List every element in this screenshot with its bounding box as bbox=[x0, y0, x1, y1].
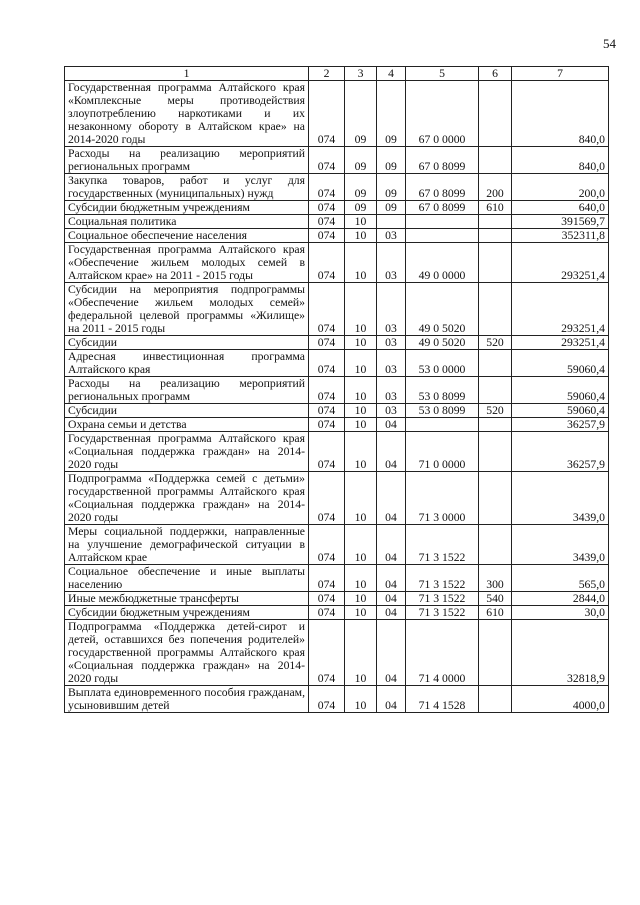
amount: 32818,9 bbox=[512, 620, 609, 686]
column-number: 7 bbox=[512, 67, 609, 81]
ministry-code: 074 bbox=[309, 215, 345, 229]
subsection-code: 09 bbox=[377, 81, 406, 147]
row-name: Подпрограмма «Поддержка детей-сирот и детей, оставшихся без попечения родителей» государственной программы Алтайского края «Социальная поддержка граждан» на 2014-2020 годы bbox=[65, 620, 309, 686]
table-row bbox=[65, 404, 609, 418]
section-code: 10 bbox=[345, 525, 377, 565]
target-article-code: 71 0 0000 bbox=[406, 432, 479, 472]
ministry-code: 074 bbox=[309, 592, 345, 606]
target-article-code: 67 0 8099 bbox=[406, 201, 479, 215]
expense-type-code bbox=[479, 418, 512, 432]
expense-type-code: 520 bbox=[479, 336, 512, 350]
amount: 352311,8 bbox=[512, 229, 609, 243]
row-name: Иные межбюджетные трансферты bbox=[65, 592, 309, 606]
expense-type-code bbox=[479, 215, 512, 229]
table-row bbox=[65, 147, 609, 174]
expense-type-code: 200 bbox=[479, 174, 512, 201]
target-article-code: 49 0 5020 bbox=[406, 336, 479, 350]
section-code: 10 bbox=[345, 592, 377, 606]
target-article-code: 71 4 1528 bbox=[406, 686, 479, 713]
subsection-code: 04 bbox=[377, 525, 406, 565]
target-article-code: 53 0 8099 bbox=[406, 404, 479, 418]
ministry-code: 074 bbox=[309, 147, 345, 174]
amount: 3439,0 bbox=[512, 472, 609, 525]
table-row bbox=[65, 81, 609, 147]
ministry-code: 074 bbox=[309, 201, 345, 215]
section-code: 10 bbox=[345, 336, 377, 350]
row-name: Социальное обеспечение и иные выплаты населению bbox=[65, 565, 309, 592]
table-row bbox=[65, 336, 609, 350]
subsection-code: 04 bbox=[377, 432, 406, 472]
amount: 2844,0 bbox=[512, 592, 609, 606]
ministry-code: 074 bbox=[309, 686, 345, 713]
row-name: Государственная программа Алтайского края «Социальная поддержка граждан» на 2014-2020 годы bbox=[65, 432, 309, 472]
amount: 59060,4 bbox=[512, 404, 609, 418]
target-article-code bbox=[406, 418, 479, 432]
row-name: Субсидии бюджетным учреждениям bbox=[65, 201, 309, 215]
row-name: Расходы на реализацию мероприятий региональных программ bbox=[65, 377, 309, 404]
target-article-code: 53 0 0000 bbox=[406, 350, 479, 377]
row-name: Выплата единовременного пособия гражданам, усыновившим детей bbox=[65, 686, 309, 713]
ministry-code: 074 bbox=[309, 606, 345, 620]
target-article-code: 53 0 8099 bbox=[406, 377, 479, 404]
amount: 200,0 bbox=[512, 174, 609, 201]
target-article-code: 71 3 1522 bbox=[406, 606, 479, 620]
subsection-code: 04 bbox=[377, 472, 406, 525]
table-row bbox=[65, 472, 609, 525]
expense-type-code bbox=[479, 620, 512, 686]
target-article-code: 67 0 8099 bbox=[406, 147, 479, 174]
subsection-code: 04 bbox=[377, 565, 406, 592]
amount: 59060,4 bbox=[512, 377, 609, 404]
row-name: Охрана семьи и детства bbox=[65, 418, 309, 432]
subsection-code: 03 bbox=[377, 350, 406, 377]
ministry-code: 074 bbox=[309, 620, 345, 686]
target-article-code: 49 0 5020 bbox=[406, 283, 479, 336]
section-code: 10 bbox=[345, 472, 377, 525]
ministry-code: 074 bbox=[309, 565, 345, 592]
ministry-code: 074 bbox=[309, 243, 345, 283]
subsection-code: 03 bbox=[377, 283, 406, 336]
column-number: 6 bbox=[479, 67, 512, 81]
expense-type-code bbox=[479, 147, 512, 174]
expense-type-code bbox=[479, 350, 512, 377]
expense-type-code: 520 bbox=[479, 404, 512, 418]
table-row bbox=[65, 606, 609, 620]
amount: 293251,4 bbox=[512, 243, 609, 283]
table-row bbox=[65, 283, 609, 336]
target-article-code: 71 3 1522 bbox=[406, 592, 479, 606]
amount: 59060,4 bbox=[512, 350, 609, 377]
table-row bbox=[65, 418, 609, 432]
expense-type-code bbox=[479, 432, 512, 472]
column-number-row bbox=[65, 67, 609, 81]
target-article-code: 67 0 0000 bbox=[406, 81, 479, 147]
expense-type-code: 540 bbox=[479, 592, 512, 606]
table-row bbox=[65, 377, 609, 404]
row-name: Меры социальной поддержки, направленные на улучшение демографической ситуации в Алтайском крае bbox=[65, 525, 309, 565]
amount: 565,0 bbox=[512, 565, 609, 592]
row-name: Закупка товаров, работ и услуг для государственных (муниципальных) нужд bbox=[65, 174, 309, 201]
subsection-code bbox=[377, 215, 406, 229]
column-number: 3 bbox=[345, 67, 377, 81]
row-name: Расходы на реализацию мероприятий региональных программ bbox=[65, 147, 309, 174]
target-article-code: 71 3 1522 bbox=[406, 565, 479, 592]
section-code: 10 bbox=[345, 350, 377, 377]
expense-type-code bbox=[479, 686, 512, 713]
row-name: Государственная программа Алтайского края «Обеспечение жильем молодых семей в Алтайском крае» на 2011 - 2015 годы bbox=[65, 243, 309, 283]
expense-type-code bbox=[479, 472, 512, 525]
table-row bbox=[65, 215, 609, 229]
amount: 3439,0 bbox=[512, 525, 609, 565]
subsection-code: 09 bbox=[377, 201, 406, 215]
section-code: 10 bbox=[345, 283, 377, 336]
expense-type-code: 610 bbox=[479, 606, 512, 620]
section-code: 10 bbox=[345, 404, 377, 418]
table-row bbox=[65, 201, 609, 215]
budget-table bbox=[64, 66, 609, 713]
section-code: 10 bbox=[345, 686, 377, 713]
section-code: 09 bbox=[345, 147, 377, 174]
target-article-code: 67 0 8099 bbox=[406, 174, 479, 201]
amount: 293251,4 bbox=[512, 336, 609, 350]
subsection-code: 09 bbox=[377, 147, 406, 174]
row-name: Адресная инвестиционная программа Алтайского края bbox=[65, 350, 309, 377]
column-number: 4 bbox=[377, 67, 406, 81]
table-row bbox=[65, 592, 609, 606]
ministry-code: 074 bbox=[309, 81, 345, 147]
ministry-code: 074 bbox=[309, 174, 345, 201]
ministry-code: 074 bbox=[309, 525, 345, 565]
table-row bbox=[65, 229, 609, 243]
expense-type-code bbox=[479, 243, 512, 283]
section-code: 10 bbox=[345, 565, 377, 592]
ministry-code: 074 bbox=[309, 283, 345, 336]
section-code: 10 bbox=[345, 377, 377, 404]
amount: 640,0 bbox=[512, 201, 609, 215]
table-row bbox=[65, 565, 609, 592]
table-row bbox=[65, 620, 609, 686]
subsection-code: 04 bbox=[377, 606, 406, 620]
subsection-code: 03 bbox=[377, 243, 406, 283]
amount: 30,0 bbox=[512, 606, 609, 620]
section-code: 09 bbox=[345, 201, 377, 215]
subsection-code: 03 bbox=[377, 229, 406, 243]
table-row bbox=[65, 686, 609, 713]
ministry-code: 074 bbox=[309, 350, 345, 377]
row-name: Подпрограмма «Поддержка семей с детьми» государственной программы Алтайского края «Социальная поддержка граждан» на 2014-2020 годы bbox=[65, 472, 309, 525]
column-number: 5 bbox=[406, 67, 479, 81]
table-row bbox=[65, 525, 609, 565]
subsection-code: 04 bbox=[377, 418, 406, 432]
subsection-code: 03 bbox=[377, 336, 406, 350]
target-article-code: 71 3 0000 bbox=[406, 472, 479, 525]
ministry-code: 074 bbox=[309, 377, 345, 404]
expense-type-code bbox=[479, 525, 512, 565]
target-article-code: 49 0 0000 bbox=[406, 243, 479, 283]
target-article-code bbox=[406, 229, 479, 243]
ministry-code: 074 bbox=[309, 472, 345, 525]
row-name: Субсидии bbox=[65, 404, 309, 418]
subsection-code: 04 bbox=[377, 686, 406, 713]
page-number: 54 bbox=[603, 36, 616, 51]
target-article-code: 71 4 0000 bbox=[406, 620, 479, 686]
expense-type-code: 300 bbox=[479, 565, 512, 592]
section-code: 09 bbox=[345, 81, 377, 147]
row-name: Субсидии на мероприятия подпрограммы «Обеспечение жильем молодых семей» федеральной целевой программы «Жилище» на 2011 - 2015 годы bbox=[65, 283, 309, 336]
section-code: 10 bbox=[345, 229, 377, 243]
amount: 840,0 bbox=[512, 81, 609, 147]
section-code: 10 bbox=[345, 215, 377, 229]
ministry-code: 074 bbox=[309, 432, 345, 472]
amount: 36257,9 bbox=[512, 432, 609, 472]
ministry-code: 074 bbox=[309, 404, 345, 418]
column-number: 1 bbox=[65, 67, 309, 81]
table-row bbox=[65, 432, 609, 472]
amount: 840,0 bbox=[512, 147, 609, 174]
table-row bbox=[65, 243, 609, 283]
table-row bbox=[65, 174, 609, 201]
target-article-code: 71 3 1522 bbox=[406, 525, 479, 565]
expense-type-code bbox=[479, 377, 512, 404]
column-number: 2 bbox=[309, 67, 345, 81]
expense-type-code bbox=[479, 81, 512, 147]
row-name: Субсидии bbox=[65, 336, 309, 350]
ministry-code: 074 bbox=[309, 336, 345, 350]
subsection-code: 04 bbox=[377, 620, 406, 686]
section-code: 10 bbox=[345, 620, 377, 686]
amount: 4000,0 bbox=[512, 686, 609, 713]
subsection-code: 09 bbox=[377, 174, 406, 201]
expense-type-code bbox=[479, 283, 512, 336]
subsection-code: 03 bbox=[377, 377, 406, 404]
ministry-code: 074 bbox=[309, 229, 345, 243]
amount: 293251,4 bbox=[512, 283, 609, 336]
section-code: 10 bbox=[345, 606, 377, 620]
row-name: Субсидии бюджетным учреждениям bbox=[65, 606, 309, 620]
subsection-code: 04 bbox=[377, 592, 406, 606]
section-code: 09 bbox=[345, 174, 377, 201]
target-article-code bbox=[406, 215, 479, 229]
section-code: 10 bbox=[345, 418, 377, 432]
amount: 391569,7 bbox=[512, 215, 609, 229]
row-name: Государственная программа Алтайского края «Комплексные меры противодействия злоупотреблению наркотиками и их незаконному обороту в Алтайском крае» на 2014-2020 годы bbox=[65, 81, 309, 147]
row-name: Социальное обеспечение населения bbox=[65, 229, 309, 243]
ministry-code: 074 bbox=[309, 418, 345, 432]
section-code: 10 bbox=[345, 432, 377, 472]
expense-type-code bbox=[479, 229, 512, 243]
amount: 36257,9 bbox=[512, 418, 609, 432]
expense-type-code: 610 bbox=[479, 201, 512, 215]
section-code: 10 bbox=[345, 243, 377, 283]
subsection-code: 03 bbox=[377, 404, 406, 418]
table-row bbox=[65, 350, 609, 377]
row-name: Социальная политика bbox=[65, 215, 309, 229]
